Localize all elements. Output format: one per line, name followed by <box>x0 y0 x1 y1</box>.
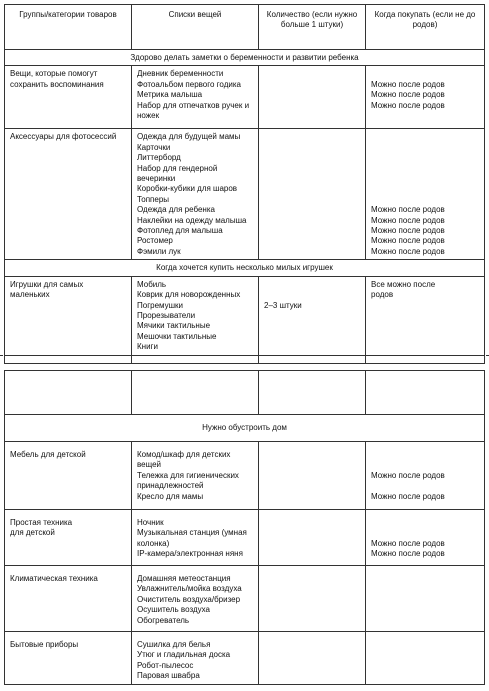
header-items: Списки вещей <box>132 5 259 50</box>
section-row <box>5 50 485 66</box>
list-item: Музыкальная станция (умная колонка) <box>137 528 247 548</box>
items-cell <box>132 442 259 510</box>
group-cell: Мебель для детской <box>5 442 132 510</box>
items-cell <box>132 566 259 632</box>
items-cell <box>132 632 259 685</box>
list-item: Мячики тактильные <box>137 321 211 331</box>
list-item: Метрика малыша <box>137 90 203 100</box>
list-item: Карточки <box>137 142 171 152</box>
items-cell <box>132 66 259 129</box>
section-row <box>5 415 485 442</box>
list-item: Увлажнитель/мойка воздуха <box>137 584 242 594</box>
list-item: Комод/шкаф для детских вещей <box>137 450 231 470</box>
list-item: Коробки-кубики для шаров <box>137 184 238 194</box>
list-item: Погремушки <box>137 300 183 310</box>
table-row <box>5 66 485 129</box>
group-cell: Бытовые приборы <box>5 632 132 685</box>
list-item: Ночник <box>137 518 164 527</box>
list-item: Тележка для гигиенических принадлежностей <box>137 470 239 491</box>
list-item: Домашняя метеостанция <box>137 574 231 583</box>
section-title: Нужно обустроить дом <box>5 415 485 442</box>
list-item: Топперы <box>137 194 170 204</box>
table-row <box>5 371 485 415</box>
quantity-cell <box>259 66 366 129</box>
when-cell: Можно после родов Можно после родов Можно после родов Можно после родов Можно после родов <box>366 129 485 260</box>
table-row <box>5 129 485 260</box>
quantity-cell <box>259 129 366 260</box>
list-item: Фэмили лук <box>137 246 181 256</box>
list-item: Обогреватель <box>137 615 190 625</box>
header-category: Группы/категории товаров <box>5 5 132 50</box>
list-item: Осушитель воздуха <box>137 605 210 615</box>
quantity-cell <box>259 566 366 632</box>
header-quantity: Количество (если нужно больше 1 штуки) <box>259 5 366 50</box>
table-header-row <box>5 5 485 50</box>
quantity-cell <box>259 510 366 566</box>
items-cell <box>132 129 259 260</box>
table-row <box>5 566 485 632</box>
table-row <box>5 632 485 685</box>
items-cell <box>132 276 259 355</box>
table-row <box>5 510 485 566</box>
list-item: Одежда для ребенка <box>137 205 215 215</box>
list-item: Одежда для будущей мамы <box>137 132 241 142</box>
group-cell: Простая техника для детской <box>5 510 132 566</box>
list-item: IP-камера/электронная няня <box>137 549 243 559</box>
when-cell: Все можно после родов <box>366 276 485 355</box>
list-item: Коврик для новорожденных <box>137 290 241 300</box>
group-cell: Климатическая техника <box>5 566 132 632</box>
purchase-table-top <box>4 4 485 364</box>
list-item: Ростомер <box>137 236 173 246</box>
list-item: Набор для гендерной вечеринки <box>137 163 218 184</box>
when-cell: Можно после родов Можно после родов <box>366 510 485 566</box>
when-cell: Можно после родов Можно после родов Можно после родов <box>366 66 485 129</box>
list-item: Набор для отпечатков ручек и ножек <box>137 100 250 121</box>
section-row <box>5 260 485 276</box>
section-title: Когда хочется купить несколько милых игрушек <box>5 260 485 276</box>
list-item: Сушилка для белья <box>137 640 211 649</box>
page-break-line <box>0 355 489 356</box>
list-item: Паровая швабра <box>137 671 200 681</box>
when-cell <box>366 566 485 632</box>
group-cell: Игрушки для самых маленьких <box>5 276 132 355</box>
when-cell: Можно после родов Можно после родов <box>366 442 485 510</box>
group-cell: Аксессуары для фотосессий <box>5 129 132 260</box>
group-cell: Вещи, которые помогут сохранить воспоминания <box>5 66 132 129</box>
list-item: Прорезыватели <box>137 310 196 320</box>
list-item: Кресло для мамы <box>137 491 204 501</box>
purchase-table-bottom <box>4 370 485 685</box>
when-cell <box>366 632 485 685</box>
list-item: Утюг и гладильная доска <box>137 650 231 660</box>
list-item: Фотоплед для малыша <box>137 226 223 236</box>
items-cell <box>132 510 259 566</box>
list-item: Наклейки на одежду малыша <box>137 215 247 225</box>
list-item: Очиститель воздуха/бризер <box>137 594 241 604</box>
table-row <box>5 276 485 355</box>
list-item: Дневник беременности <box>137 69 224 79</box>
list-item: Фотоальбом первого годика <box>137 79 241 89</box>
section-title: Здорово делать заметки о беременности и развитии ребенка <box>5 50 485 66</box>
table-row <box>5 355 485 363</box>
quantity-cell: 2–3 штуки <box>259 276 366 355</box>
header-when: Когда покупать (если не до родов) <box>366 5 485 50</box>
list-item: Литтерборд <box>137 153 181 163</box>
quantity-cell <box>259 442 366 510</box>
list-item: Мешочки тактильные <box>137 331 217 341</box>
list-item: Робот-пылесос <box>137 660 194 670</box>
list-item: Мобиль <box>137 279 167 289</box>
list-item: Книги <box>137 342 158 352</box>
table-row <box>5 442 485 510</box>
quantity-cell <box>259 632 366 685</box>
